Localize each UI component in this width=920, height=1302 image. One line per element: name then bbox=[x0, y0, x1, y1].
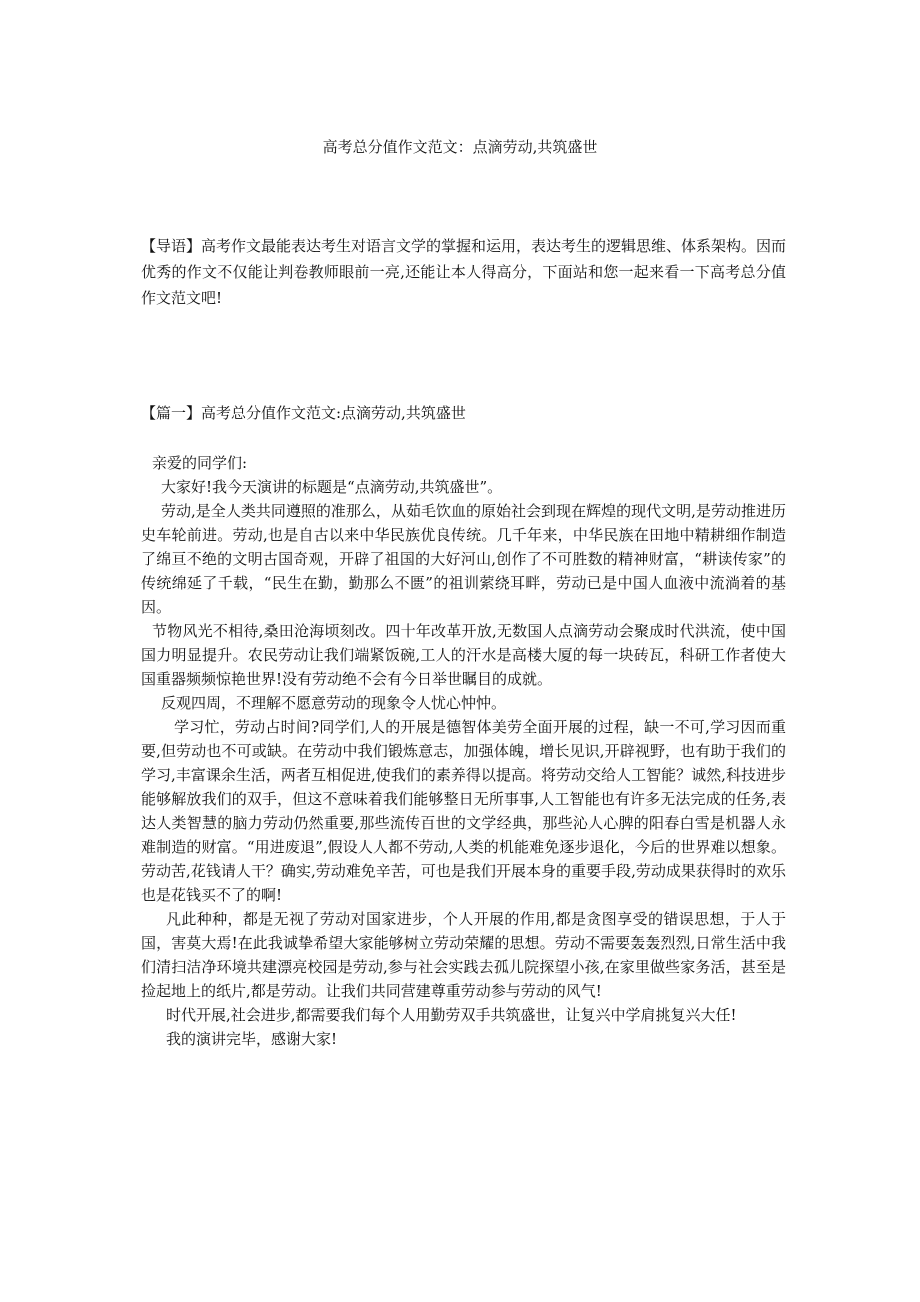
essay-body bbox=[141, 451, 786, 1051]
body-paragraph: 节物风光不相待,桑田沧海顷刻改。四十年改革开放,无数国人点滴劳动会聚成时代洪流，使中国国力明显提升。农民劳动让我们端紧饭碗,工人的汗水是高楼大厦的每一块砖瓦，科研工作者使大国重器频频惊艳世界!没有劳动绝不会有今日举世瞩目的成就。 bbox=[141, 622, 786, 688]
body-paragraph: 反观四周，不理解不愿意劳动的现象令人忧心忡忡。 bbox=[161, 694, 507, 712]
body-paragraph: 劳动,是全人类共同遵照的准那么，从茹毛饮血的原始社会到现在辉煌的现代文明,是劳动推进历史车轮前进。劳动,也是自古以来中华民族优良传统。几千年来，中华民族在田地中精耕细作制造了绵亘不绝的文明古国奇观，开辟了祖国的大好河山,创作了不可胜数的精神财富，“耕读传家”的传统绵延了千载，“民生在勤，勤那么不匮”的祖训萦绕耳畔，劳动已是中国人血液中流淌着的基因。 bbox=[141, 502, 787, 616]
greeting-paragraph: 亲爱的同学们: bbox=[152, 454, 248, 472]
opening-paragraph: 大家好!我今天演讲的标题是“点滴劳动,共筑盛世”。 bbox=[161, 478, 503, 496]
document-title: 高考总分值作文范文：点滴劳动,共筑盛世 bbox=[322, 138, 598, 156]
body-paragraph: 凡此种种，都是无视了劳动对国家进步，个人开展的作用,都是贪图享受的错误思想，于人于国，害莫大焉!在此我诚挚希望大家能够树立劳动荣耀的思想。劳动不需要轰轰烈烈,日常生活中我们清扫洁净环境共建漂亮校园是劳动,参与社会实践去孤儿院探望小孩,在家里做些家务活，甚至是捡起地上的纸片,都是劳动。让我们共同营建尊重劳动参与劳动的风气! bbox=[141, 910, 786, 1000]
section-heading: 【篇一】高考总分值作文范文:点滴劳动,共筑盛世 bbox=[141, 404, 466, 422]
intro-paragraph: 【导语】高考作文最能表达考生对语言文学的掌握和运用，表达考生的逻辑思维、体系架构。因而优秀的作文不仅能让判卷教师眼前一亮,还能让本人得高分，下面站和您一起来看一下高考总分值作文范文吧! bbox=[141, 237, 787, 307]
body-paragraph: 学习忙，劳动占时间?同学们,人的开展是德智体美劳全面开展的过程，缺一不可,学习因而重要,但劳动也不可或缺。在劳动中我们锻炼意志，加强体魄，增长见识,开辟视野，也有助于我们的学习,丰富课余生活，两者互相促进,使我们的素养得以提高。将劳动交给人工智能？诚然,科技进步能够解放我们的双手，但这不意味着我们能够整日无所事事,人工智能也有许多无法完成的任务,表达人类智慧的脑力劳动仍然重要,那些流传百世的文学经典，那些沁人心脾的阳春白雪是机器人永难制造的财富。“用进废退”,假设人人都不劳动,人类的机能难免逐步退化，今后的世界难以想象。劳动苦,花钱请人干？确实,劳动难免辛苦，可也是我们开展本身的重要手段,劳动成果获得时的欢乐也是花钱买不了的啊! bbox=[141, 718, 786, 904]
body-paragraph: 时代开展,社会进步,都需要我们每个人用勤劳双手共筑盛世，让复兴中学肩挑复兴大任! bbox=[166, 1006, 737, 1024]
closing-paragraph: 我的演讲完毕，感谢大家! bbox=[166, 1030, 338, 1048]
